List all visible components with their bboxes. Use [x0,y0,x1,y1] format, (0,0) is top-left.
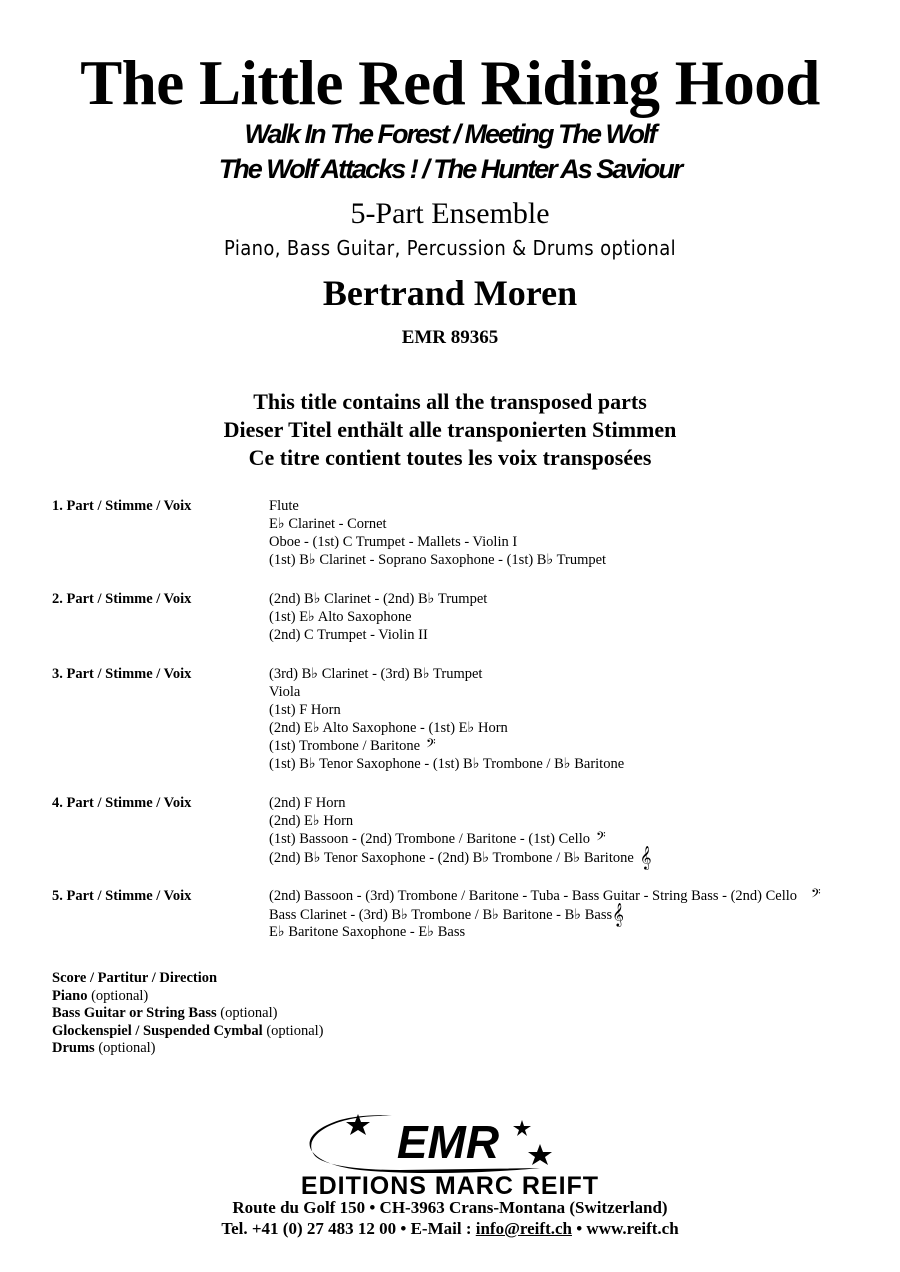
emr-logo-icon [0,1108,900,1198]
part-instruments [269,794,652,869]
instrument-line [269,830,652,848]
part-instruments [269,590,487,644]
part-label: 2. Part / Stimme / Voix [52,591,192,607]
catalog-number: EMR 89365 [401,327,499,348]
part-label: 5. Part / Stimme / Voix [52,888,192,904]
instrumentation-note: Piano, Bass Guitar, Percussion & Drums optional [224,236,676,260]
part-instruments [269,497,606,569]
instrument-line: (1st) B♭ Tenor Saxophone - (1st) B♭ Trombone / B♭ Baritone [269,756,625,772]
part-label: 1. Part / Stimme / Voix [52,498,192,514]
extra-part-drums [52,1040,324,1058]
extra-part-name: Glockenspiel / Suspended Cymbal [52,1022,263,1039]
notice-german: Dieser Titel enthält alle transponierten Stimmen [223,417,677,442]
page-title: The Little Red Riding Hood [80,48,820,118]
subtitle-line-2: The Wolf Attacks ! / The Hunter As Saviour [218,154,682,184]
instrument-line: E♭ Clarinet - Cornet [269,516,387,532]
contact-prefix: Tel. +41 (0) 27 483 12 00 • E-Mail : [221,1219,476,1238]
publisher-contact [0,1218,900,1239]
instrument-line: (1st) B♭ Clarinet - Soprano Saxophone - (1st) B♭ Trumpet [269,552,607,568]
instrument-text: (1st) Bassoon - (2nd) Trombone / Baritone - (1st) Cello [269,831,590,847]
email-link[interactable]: info@reift.ch [475,1219,572,1238]
additional-parts [52,970,324,1058]
publisher-logo [0,1108,900,1198]
instrument-line: (1st) F Horn [269,702,341,718]
instrument-line: (2nd) C Trumpet - Violin II [269,627,428,643]
instrument-line [269,737,624,755]
extra-part-bass [52,1005,324,1023]
instrument-line: (2nd) E♭ Alto Saxophone - (1st) E♭ Horn [269,720,508,736]
extra-part-score [52,970,324,988]
instrument-line: (2nd) E♭ Horn [269,813,354,829]
ensemble-label: 5-Part Ensemble [350,197,550,230]
part-instruments [269,665,624,773]
instrument-text: (2nd) B♭ Tenor Saxophone - (2nd) B♭ Trombone / B♭ Baritone [269,850,634,866]
instrument-line: (1st) E♭ Alto Saxophone [269,609,412,625]
extra-part-glockenspiel [52,1023,324,1041]
instrument-text: (2nd) Bassoon - (3rd) Trombone / Baritone - Tuba - Bass Guitar - String Bass - (2nd) Cello [269,888,798,904]
part-instruments [269,887,821,941]
extra-part-name: Score / Partitur / Direction [52,970,218,986]
extra-part-name: Bass Guitar or String Bass [52,1005,217,1021]
instrument-line: (2nd) B♭ Clarinet - (2nd) B♭ Trumpet [269,591,488,607]
treble-clef-icon: 𝄞 [639,845,652,869]
instrument-line: (3rd) B♭ Clarinet - (3rd) B♭ Trumpet [269,666,483,682]
publisher-name: EDITIONS MARC REIFT [300,1172,600,1198]
instrument-line: Oboe - (1st) C Trumpet - Mallets - Violin I [269,534,518,550]
notice-english: This title contains all the transposed parts [253,389,647,414]
bass-clef-icon: 𝄢 [426,736,436,754]
instrument-line: (2nd) F Horn [269,795,346,811]
bass-clef-icon: 𝄢 [596,829,606,847]
instrument-text: (1st) Trombone / Baritone [269,738,421,754]
contact-suffix: • www.reift.ch [571,1219,679,1238]
extra-part-name: Drums [52,1040,95,1056]
logo-lettering: EMR [396,1116,500,1168]
instrument-line: Flute [269,498,299,514]
instrument-line: Viola [269,684,301,700]
instrument-line: E♭ Baritone Saxophone - E♭ Bass [269,924,466,940]
bass-clef-icon: 𝄢 [811,886,821,904]
instrument-line [269,887,821,905]
publisher-address: Route du Golf 150 • CH-3963 Crans-Montana (Switzerland) [232,1198,668,1217]
extra-part-piano [52,988,324,1006]
instrument-text: Bass Clarinet - (3rd) B♭ Trombone / B♭ Baritone - B♭ Bass [269,907,613,923]
instrument-line [269,902,821,926]
part-label: 3. Part / Stimme / Voix [52,666,192,682]
composer-name: Bertrand Moren [322,273,578,313]
treble-clef-icon: 𝄞 [612,902,624,926]
extra-part-note: (optional) [220,1005,278,1021]
extra-part-note: (optional) [266,1022,324,1039]
extra-part-name: Piano [52,987,88,1004]
instrument-line [269,845,652,869]
notice-french: Ce titre contient toutes les voix transposées [248,445,652,470]
extra-part-note: (optional) [91,987,149,1004]
subtitle-line-1: Walk In The Forest / Meeting The Wolf [244,119,656,149]
part-label: 4. Part / Stimme / Voix [52,795,192,811]
extra-part-note: (optional) [98,1040,156,1056]
